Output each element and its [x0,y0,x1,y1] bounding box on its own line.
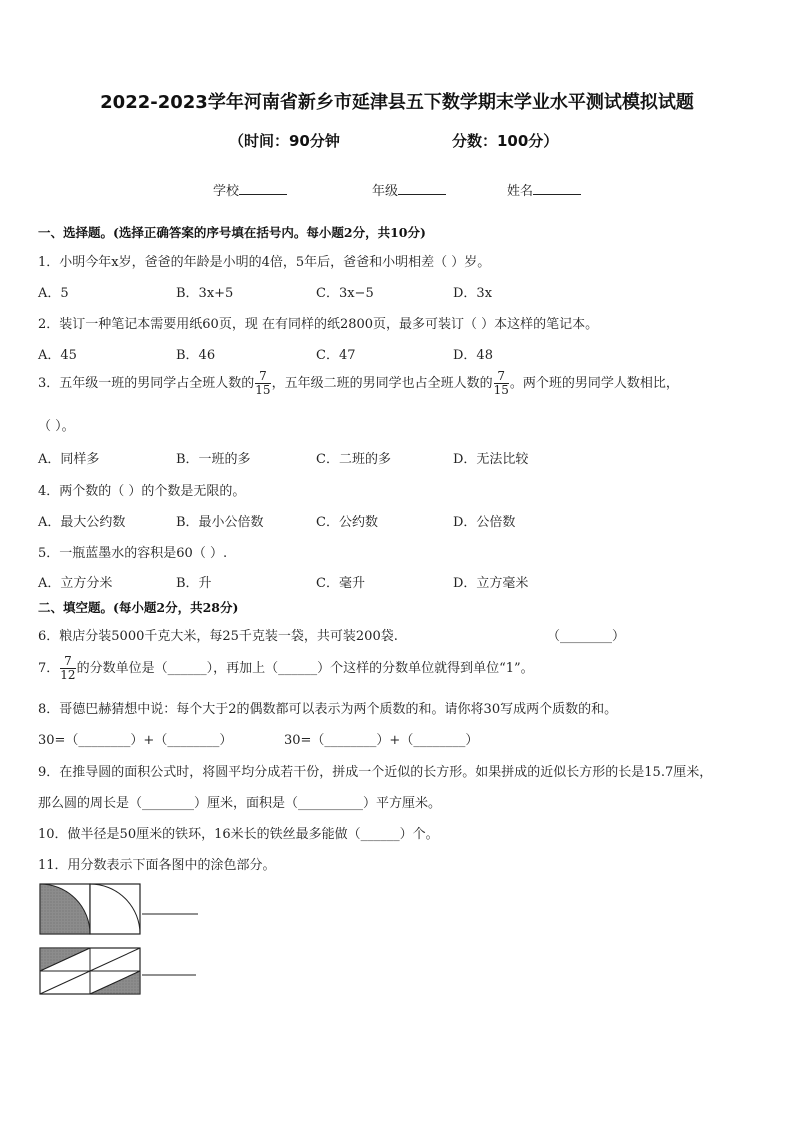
q10-text: 10．做半径是50厘米的铁环，16米长的铁丝最多能做（______）个。 [38,827,439,842]
q7-line [38,655,534,682]
grade-blank[interactable] [398,181,446,195]
q2-option-b[interactable]: B．46 [176,348,216,363]
q11-text: 11．用分数表示下面各图中的涂色部分。 [38,858,276,873]
q3-line1 [38,370,679,397]
q5-option-c[interactable]: C．毫升 [316,576,365,591]
name-blank[interactable] [533,181,581,195]
q4-option-c[interactable]: C．公约数 [316,515,378,530]
q7-text: 的分数单位是（______），再加上（______）个这样的分数单位就得到单位“1”。 [76,661,534,676]
q9-text: 9．在推导圆的面积公式时，将圆平均分成若干份，拼成一个近似的长方形。如果拼成的近似长方形的长是15.7厘米， [38,765,713,780]
q2-option-d[interactable]: D．48 [453,348,493,363]
q1-option-b[interactable]: B．3x+5 [176,286,234,301]
q6-text: 6．粮店分装5000千克大米，每25千克装一袋，共可装200袋. [38,629,398,644]
q3-fraction-2: $\frac{7}{15}$ [493,369,509,397]
q2-text: 2．装订一种笔记本需要用纸60页，现 在有同样的纸2800页，最多可装订（ ）本这样的笔记本。 [38,317,599,332]
q5-option-d[interactable]: D．立方毫米 [453,576,529,591]
exam-time: （时间：90分钟 [229,132,340,150]
q1-option-a[interactable]: A．5 [38,286,69,301]
q4-text: 4．两个数的（ ）的个数是无限的。 [38,484,246,499]
q3-option-b[interactable]: B．一班的多 [176,452,251,467]
school-blank[interactable] [239,181,287,195]
section2-heading: 二、填空题。(每小题2分，共28分) [38,600,239,615]
q5-option-a[interactable]: A．立方分米 [38,576,113,591]
q11-figure-2 [38,944,208,1000]
school-label: 学校 [213,184,240,199]
section1-heading: 一、选择题。(选择正确答案的序号填在括号内。每小题2分，共10分) [38,225,426,240]
q8-answer-2[interactable]: 30=（________）+（________） [284,733,479,748]
q8-answer-1[interactable]: 30=（________）+（________） [38,733,233,748]
q4-option-d[interactable]: D．公倍数 [453,515,516,530]
exam-title: 2022-2023学年河南省新乡市延津县五下数学期末学业水平测试模拟试题 [100,92,694,113]
q3-line2: （ ）。 [38,419,75,434]
q7-fraction: $\frac{7}{12}$ [60,654,76,682]
q3-part2: ，五年级二班的男同学也占全班人数的 [271,376,493,391]
name-label: 姓名 [507,184,534,199]
q3-part1: 3．五年级一班的男同学占全班人数的 [38,376,255,391]
q1-text: 1．小明今年x岁，爸爸的年龄是小明的4倍，5年后，爸爸和小明相差（ ）岁。 [38,255,491,270]
q3-option-c[interactable]: C．二班的多 [316,452,391,467]
q4-option-a[interactable]: A．最大公约数 [38,515,126,530]
name-field [507,180,581,199]
q1-option-c[interactable]: C．3x−5 [316,286,374,301]
exam-score: 分数：100分） [452,132,559,150]
q8-text: 8．哥德巴赫猜想中说：每个大于2的偶数都可以表示为两个质数的和。请你将30写成两个质数的和。 [38,702,618,717]
q5-text: 5．一瓶蓝墨水的容积是60（ ）. [38,546,228,561]
q7-prefix: 7． [38,661,60,676]
grade-field [372,180,446,199]
q3-fraction-1: $\frac{7}{15}$ [255,369,271,397]
q11-figure-1 [38,880,208,940]
q3-option-a[interactable]: A．同样多 [38,452,100,467]
q4-option-b[interactable]: B．最小公倍数 [176,515,264,530]
q9-line2[interactable]: 那么圆的周长是（________）厘米，面积是（__________）平方厘米。 [38,796,442,811]
q3-option-d[interactable]: D．无法比较 [453,452,529,467]
q2-option-a[interactable]: A．45 [38,348,77,363]
q5-option-b[interactable]: B．升 [176,576,212,591]
q1-option-d[interactable]: D．3x [453,286,493,301]
grade-label: 年级 [372,184,399,199]
q3-part3: 。两个班的男同学人数相比， [509,376,679,391]
school-field [213,180,287,199]
q2-option-c[interactable]: C．47 [316,348,356,363]
q6-answer-blank[interactable]: （________） [547,629,626,644]
